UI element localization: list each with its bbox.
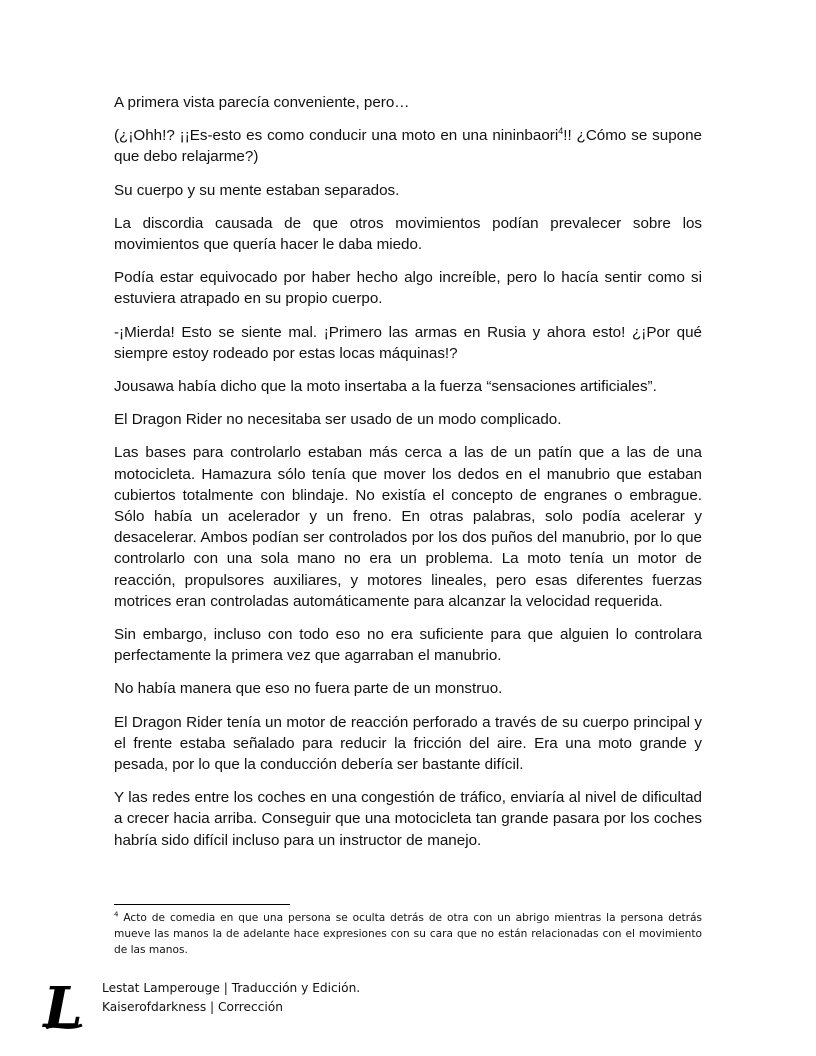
- paragraph-text: (¿¡Ohh!? ¡¡Es-esto es como conducir una moto en una nininbaori: [114, 127, 559, 145]
- paragraph: Y las redes entre los coches en una congestión de tráfico, enviaría al nivel de dificultad a crecer hacia arriba. Conseguir que una motocicleta tan grande pasara por los coches habría sido difícil incluso para un instructor de manejo.: [114, 789, 702, 849]
- gothic-letter-l-icon: [40, 978, 86, 1034]
- footnote-separator: [114, 904, 290, 905]
- footnote-marker: 4: [114, 910, 119, 919]
- paragraph: A primera vista parecía conveniente, pero…: [114, 94, 410, 111]
- paragraph: La discordia causada de que otros movimientos podían prevalecer sobre los movimientos que quería hacer le daba miedo.: [114, 214, 702, 254]
- paragraph: No había manera que eso no fuera parte de un monstruo.: [114, 680, 503, 698]
- paragraph: Su cuerpo y su mente estaban separados.: [114, 181, 400, 199]
- footnote-reference: 4: [558, 126, 564, 137]
- paragraph: El Dragon Rider no necesitaba ser usado de un modo complicado.: [114, 411, 562, 429]
- paragraph-text-tail: !! ¿Cómo se supone que debo relajarme?): [114, 127, 702, 166]
- paragraph: Las bases para controlarlo estaban más cerca a las de un patín que a las de una motocicleta. Hamazura sólo tenía que mover los dedos en el manubrio que estaban cubiertos totalmente con blindaje. No existía el concepto de engranes o embrague. Sólo había un acelerador y un freno. En otras palabras, solo podía acelerar y desacelerar. Ambos podían ser controlados por los dos puños del manubrio, por lo que controlarlo con una sola mano no era un problema. La moto tenía un motor de reacción, propulsores auxiliares, y motores lineales, pero esas diferentes fuerzas motrices eran controladas automáticamente para alcanzar la velocidad requerida.: [114, 444, 702, 610]
- credits: [102, 979, 360, 1017]
- logo-letter: L: [43, 978, 83, 1034]
- paragraph: -¡Mierda! Esto se siente mal. ¡Primero las armas en Rusia y ahora esto! ¿¡Por qué siempre estoy rodeado por estas locas máquinas!?: [114, 323, 702, 362]
- paragraph: [114, 125, 702, 167]
- paragraph: Sin embargo, incluso con todo eso no era suficiente para que alguien lo controlara perfectamente la primera vez que agarraban el manubrio.: [114, 626, 702, 665]
- paragraph: Jousawa había dicho que la moto insertaba a la fuerza “sensaciones artificiales”.: [114, 378, 657, 396]
- footnote-text: Acto de comedia en que una persona se oculta detrás de otra con un abrigo mientras la persona detrás mueve las manos la de adelante hace expresiones con su cara que no están relacionadas con el movimiento de las manos.: [114, 912, 702, 956]
- footnote: [114, 910, 702, 958]
- document-body: [114, 92, 702, 863]
- paragraph: Podía estar equivocado por haber hecho algo increíble, pero lo hacía sentir como si estuviera atrapado en su propio cuerpo.: [114, 269, 702, 308]
- paragraph: El Dragon Rider tenía un motor de reacción perforado a través de su cuerpo principal y el frente estaba señalado para reducir la fricción del aire. Era una moto grande y pesada, por lo que la conducción debería ser bastante difícil.: [114, 713, 702, 774]
- credit-line-translation: Lestat Lamperouge | Traducción y Edición.: [102, 981, 361, 995]
- credit-line-correction: Kaiserofdarkness | Corrección: [102, 1000, 283, 1014]
